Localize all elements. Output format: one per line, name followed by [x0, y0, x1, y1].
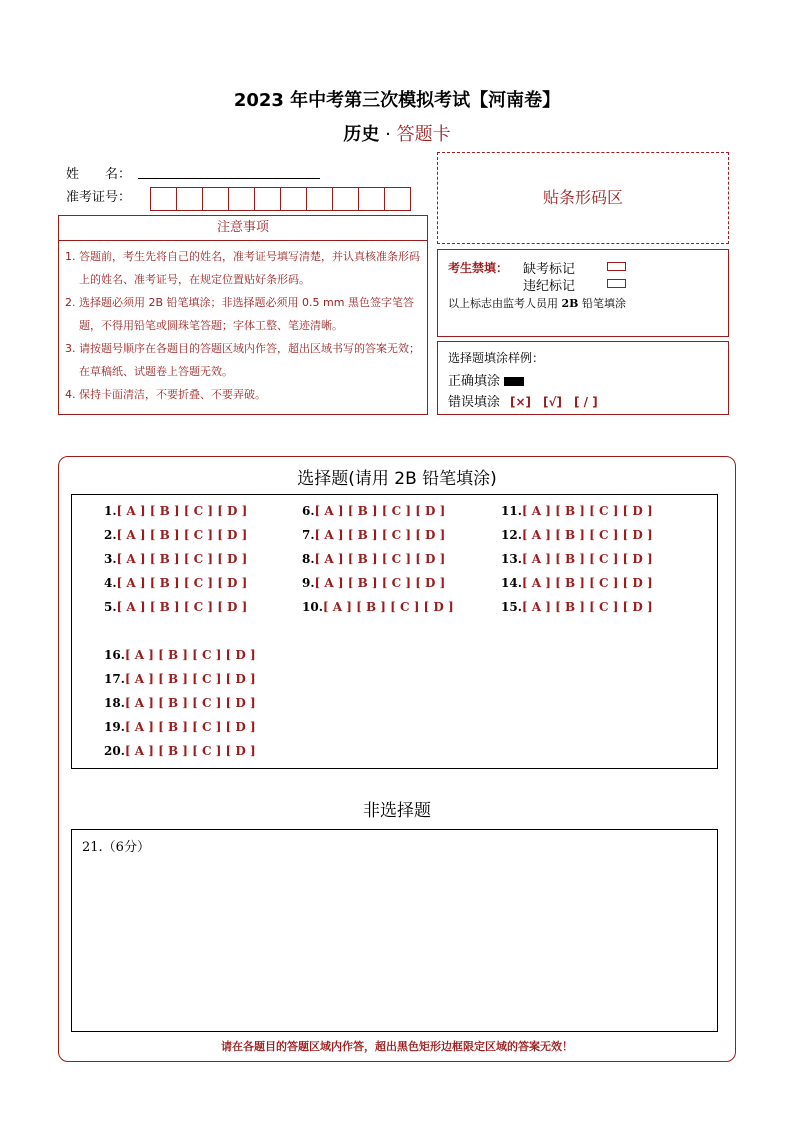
- question-number: 13.: [501, 552, 522, 566]
- question-number: 16.: [104, 648, 125, 662]
- answer-options[interactable]: [ A ] [ B ] [ C ] [ D ]: [116, 576, 248, 590]
- question-number: 5.: [104, 600, 117, 614]
- notice-heading: 注意事项: [59, 216, 427, 241]
- answer-options[interactable]: [ A ] [ B ] [ C ] [ D ]: [124, 648, 256, 662]
- question-row[interactable]: [302, 576, 445, 590]
- question-number: 14.: [501, 576, 522, 590]
- question-row[interactable]: [104, 576, 247, 590]
- name-label: 姓 名：: [66, 167, 132, 182]
- id-digit-box[interactable]: [150, 187, 177, 211]
- answer-options[interactable]: [ A ] [ B ] [ C ] [ D ]: [124, 672, 256, 686]
- question-row[interactable]: [501, 504, 653, 518]
- notice-item-text: 请按题号顺序在各题目的答题区域内作答，超出区域书写的答案无效；在草稿纸、试题卷上答题无效。: [79, 342, 420, 378]
- id-digit-box[interactable]: [280, 187, 307, 211]
- notice-box: [58, 215, 428, 415]
- question-row[interactable]: [104, 672, 256, 686]
- id-digit-box[interactable]: [306, 187, 333, 211]
- nonchoice-section-title: 非选择题: [363, 801, 431, 821]
- answer-options[interactable]: [ A ] [ B ] [ C ] [ D ]: [322, 600, 454, 614]
- question-number: 12.: [501, 528, 522, 542]
- question-row[interactable]: [104, 744, 256, 758]
- notice-item: [65, 245, 421, 291]
- violation-mark-label: 违纪标记: [523, 279, 576, 294]
- answer-options[interactable]: [ A ] [ B ] [ C ] [ D ]: [521, 552, 653, 566]
- sample-heading: 选择题填涂样例：: [448, 351, 545, 365]
- answer-options[interactable]: [ A ] [ B ] [ C ] [ D ]: [521, 528, 653, 542]
- absent-mark-label: 缺考标记: [523, 262, 576, 277]
- question-number: 9.: [302, 576, 315, 590]
- page-title: 2023 年中考第三次模拟考试【河南卷】: [233, 90, 561, 111]
- ban-note-pre: 以上标志由监考人员用: [448, 297, 562, 310]
- correct-fill-row: [448, 370, 524, 389]
- question-row[interactable]: [104, 720, 256, 734]
- answer-options[interactable]: [ A ] [ B ] [ C ] [ D ]: [521, 600, 653, 614]
- ban-note: [448, 295, 626, 311]
- question-row[interactable]: [501, 552, 653, 566]
- notice-item: [65, 383, 421, 406]
- answer-options[interactable]: [ A ] [ B ] [ C ] [ D ]: [116, 504, 248, 518]
- id-digit-box[interactable]: [228, 187, 255, 211]
- question-21-answer-box[interactable]: [71, 829, 718, 1032]
- question-number: 3.: [104, 552, 117, 566]
- question-number: 19.: [104, 720, 125, 734]
- filled-mark-icon: [504, 377, 524, 386]
- id-digit-box[interactable]: [358, 187, 385, 211]
- question-row[interactable]: [302, 552, 445, 566]
- notice-item-text: 选择题必须用 2B 铅笔填涂；非选择题必须用 0.5 mm 黑色签字笔答题，不得用铅笔或圆珠笔答题；字体工整、笔迹清晰。: [79, 296, 414, 332]
- question-row[interactable]: [501, 576, 653, 590]
- correct-fill-label: 正确填涂: [448, 374, 501, 389]
- notice-item-number: 4.: [65, 388, 76, 401]
- question-number: 17.: [104, 672, 125, 686]
- answer-options[interactable]: [ A ] [ B ] [ C ] [ D ]: [116, 600, 248, 614]
- id-digit-box[interactable]: [332, 187, 359, 211]
- notice-item-text: 答题前，考生先将自己的姓名，准考证号填写清楚，并认真核准条形码上的姓名、准考证号，在规定位置贴好条形码。: [79, 250, 420, 286]
- subject-label: 历史: [343, 124, 380, 145]
- notice-item-text: 保持卡面清洁，不要折叠、不要弄破。: [79, 388, 266, 401]
- question-row[interactable]: [104, 648, 256, 662]
- answer-options[interactable]: [ A ] [ B ] [ C ] [ D ]: [314, 576, 446, 590]
- wrong-fill-label: 错误填涂: [448, 395, 501, 410]
- footer-warning: 请在各题目的答题区域内作答，超出黑色矩形边框限定区域的答案无效！: [221, 1040, 573, 1053]
- ban-note-post: 铅笔填涂: [578, 297, 626, 310]
- id-number-boxes[interactable]: [150, 187, 410, 211]
- question-row[interactable]: [302, 504, 445, 518]
- name-field[interactable]: [138, 177, 320, 179]
- choice-section-title: 选择题(请用 2B 铅笔填涂): [297, 469, 497, 489]
- fill-sample-box: [437, 341, 729, 415]
- answer-options[interactable]: [ A ] [ B ] [ C ] [ D ]: [314, 504, 446, 518]
- question-number: 20.: [104, 744, 125, 758]
- question-row[interactable]: [104, 504, 247, 518]
- notice-list: [59, 241, 427, 406]
- id-digit-box[interactable]: [384, 187, 411, 211]
- question-row[interactable]: [302, 600, 454, 614]
- notice-item-number: 1.: [65, 250, 76, 263]
- notice-item-number: 3.: [65, 342, 76, 355]
- id-digit-box[interactable]: [254, 187, 281, 211]
- question-row[interactable]: [104, 696, 256, 710]
- id-digit-box[interactable]: [202, 187, 229, 211]
- subtitle-dot: ·: [385, 124, 391, 145]
- question-number: 6.: [302, 504, 315, 518]
- question-number: 2.: [104, 528, 117, 542]
- answer-options[interactable]: [ A ] [ B ] [ C ] [ D ]: [314, 528, 446, 542]
- answer-options[interactable]: [ A ] [ B ] [ C ] [ D ]: [124, 720, 256, 734]
- wrong-fill-marks: [×] [√] [ / ]: [510, 395, 598, 409]
- question-number: 10.: [302, 600, 323, 614]
- wrong-fill-row: [448, 391, 598, 410]
- barcode-label: 贴条形码区: [542, 188, 623, 207]
- barcode-area: [437, 152, 729, 244]
- card-label: 答题卡: [396, 124, 451, 145]
- question-number: 1.: [104, 504, 117, 518]
- ban-label: 考生禁填：: [448, 261, 509, 275]
- question-row[interactable]: [104, 600, 247, 614]
- answer-options[interactable]: [ A ] [ B ] [ C ] [ D ]: [521, 576, 653, 590]
- id-digit-box[interactable]: [176, 187, 203, 211]
- question-number: 11.: [501, 504, 522, 518]
- question-number: 15.: [501, 600, 522, 614]
- id-label: 准考证号：: [66, 190, 132, 205]
- page-subtitle: [0, 120, 794, 146]
- answer-options[interactable]: [ A ] [ B ] [ C ] [ D ]: [314, 552, 446, 566]
- question-row[interactable]: [501, 600, 653, 614]
- absent-mark-box[interactable]: [607, 262, 626, 271]
- question-row[interactable]: [104, 528, 247, 542]
- question-number: 18.: [104, 696, 125, 710]
- answer-options[interactable]: [ A ] [ B ] [ C ] [ D ]: [124, 744, 256, 758]
- violation-mark-box[interactable]: [607, 279, 626, 288]
- answer-options[interactable]: [ A ] [ B ] [ C ] [ D ]: [124, 696, 256, 710]
- ban-note-bold: 2B: [561, 297, 579, 310]
- notice-item: [65, 337, 421, 383]
- question-row[interactable]: [104, 552, 247, 566]
- choice-answer-box: [71, 494, 718, 769]
- question-number: 4.: [104, 576, 117, 590]
- question-row[interactable]: [302, 528, 445, 542]
- question-row[interactable]: [501, 528, 653, 542]
- answer-options[interactable]: [ A ] [ B ] [ C ] [ D ]: [521, 504, 653, 518]
- notice-item: [65, 291, 421, 337]
- question-21-label: 21.（6分）: [82, 840, 150, 855]
- answer-options[interactable]: [ A ] [ B ] [ C ] [ D ]: [116, 552, 248, 566]
- question-number: 7.: [302, 528, 315, 542]
- answer-options[interactable]: [ A ] [ B ] [ C ] [ D ]: [116, 528, 248, 542]
- notice-item-number: 2.: [65, 296, 76, 309]
- examinee-do-not-fill-box: [437, 249, 729, 337]
- question-number: 8.: [302, 552, 315, 566]
